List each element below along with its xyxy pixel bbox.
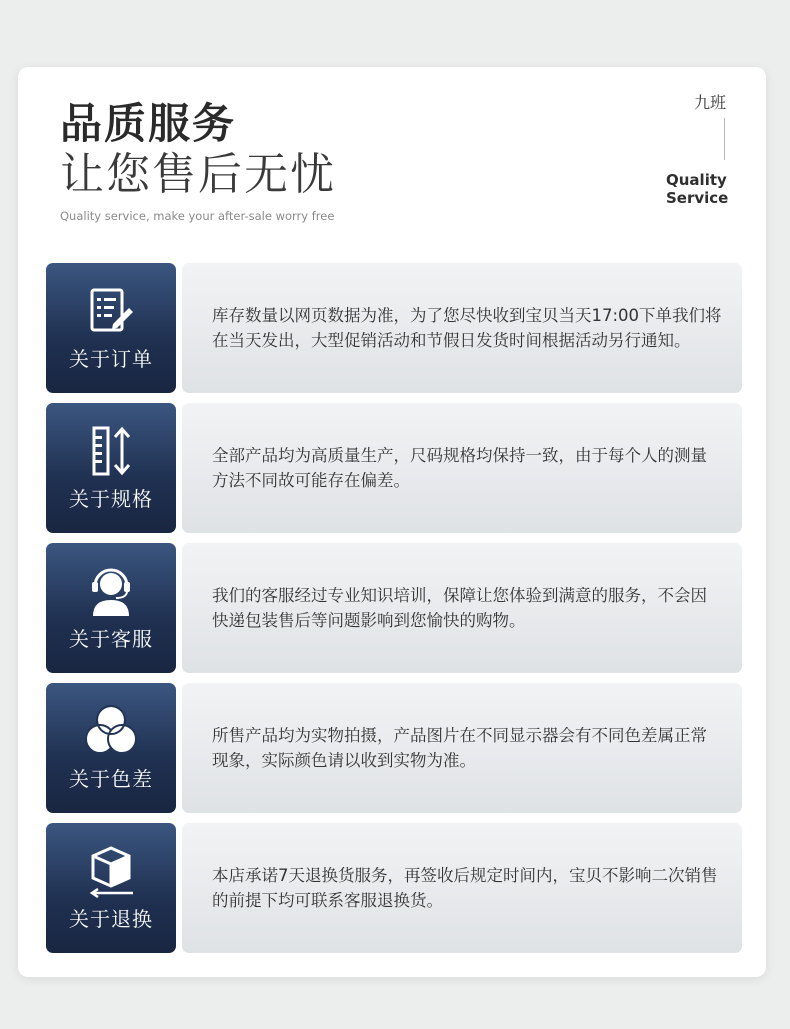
service-item-size xyxy=(46,403,742,533)
order-badge xyxy=(46,263,176,393)
page-title: 品质服务 xyxy=(60,99,237,148)
order-label: 关于订单 xyxy=(69,347,153,371)
return-label: 关于退换 xyxy=(69,907,153,931)
size-description-box xyxy=(182,403,742,533)
size-ruler-icon xyxy=(81,423,141,479)
size-description: 全部产品均为高质量生产，尺码规格均保持一致，由于每个人的测量方法不同故可能存在偏差。 xyxy=(212,446,707,490)
quality-service-label xyxy=(666,171,729,207)
support-description-box xyxy=(182,543,742,673)
color-description-box xyxy=(182,683,742,813)
color-label: 关于色差 xyxy=(69,767,153,791)
support-description: 我们的客服经过专业知识培训，保障让您体验到满意的服务，不会因快递包装售后等问题影响到您愉快的购物。 xyxy=(212,586,707,630)
color-badge xyxy=(46,683,176,813)
order-list-icon xyxy=(81,283,141,339)
service-item-support xyxy=(46,543,742,673)
return-badge xyxy=(46,823,176,953)
service-word: Service xyxy=(666,189,729,207)
color-description: 所售产品均为实物拍摄，产品图片在不同显示器会有不同色差属正常现象，实际颜色请以收到实物为准。 xyxy=(212,726,707,770)
brand-name: 九班 xyxy=(694,93,727,112)
service-item-order xyxy=(46,263,742,393)
quality-word: Quality xyxy=(666,171,727,189)
english-tagline: Quality service, make your after-sale worry free xyxy=(60,209,335,223)
size-badge xyxy=(46,403,176,533)
headset-icon xyxy=(81,563,141,619)
support-label: 关于客服 xyxy=(69,627,153,651)
return-description: 本店承诺7天退换货服务，再签收后规定时间内，宝贝不影响二次销售的前提下均可联系客服退换货。 xyxy=(212,866,718,910)
service-item-color xyxy=(46,683,742,813)
return-box-icon xyxy=(81,843,141,899)
service-item-return xyxy=(46,823,742,953)
order-description-box xyxy=(182,263,742,393)
return-description-box xyxy=(182,823,742,953)
brand-divider xyxy=(724,118,725,160)
order-description: 库存数量以网页数据为准，为了您尽快收到宝贝当天17:00下单我们将在当天发出，大型促销活动和节假日发货时间根据活动另行通知。 xyxy=(212,306,722,350)
page-subtitle: 让您售后无忧 xyxy=(60,149,336,200)
color-circles-icon xyxy=(81,703,141,759)
size-label: 关于规格 xyxy=(69,487,153,511)
support-badge xyxy=(46,543,176,673)
